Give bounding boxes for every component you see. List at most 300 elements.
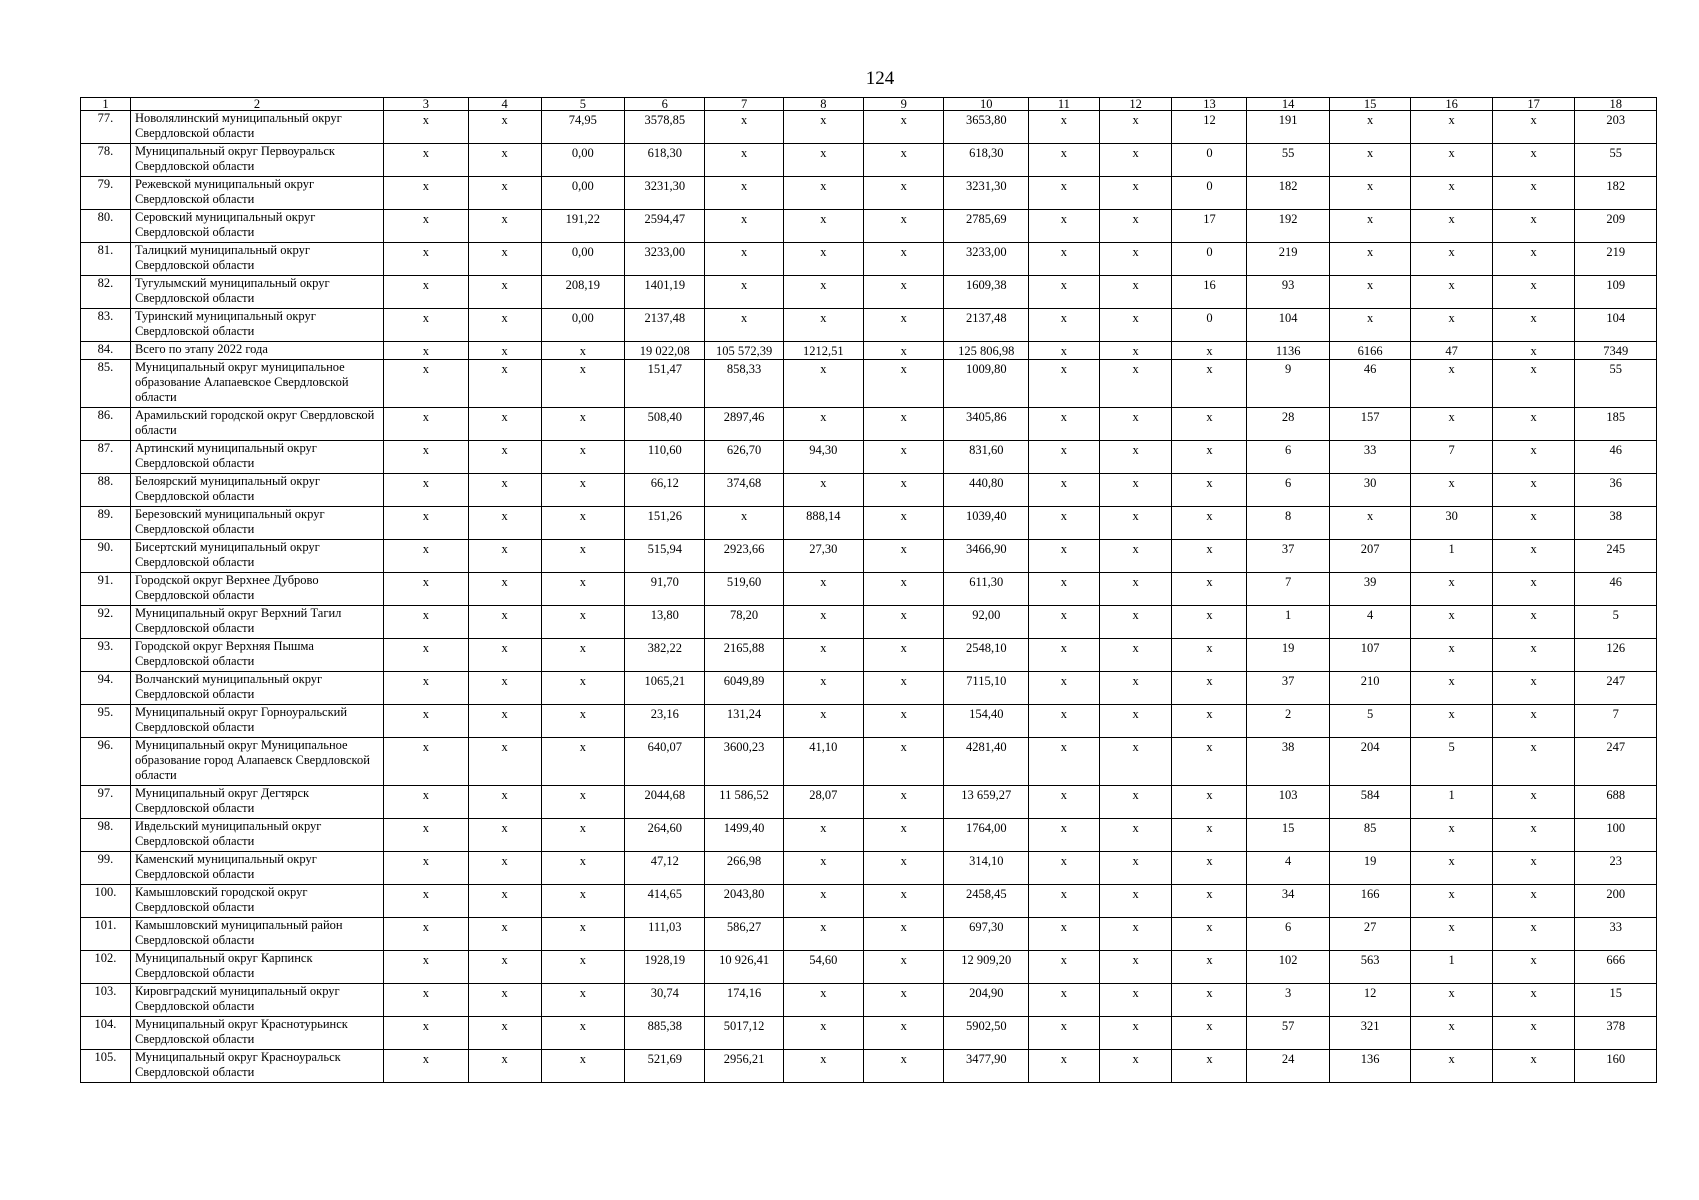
value-cell: 1212,51 [783, 342, 863, 360]
table-row [81, 984, 1657, 1017]
value-cell: x [864, 1050, 944, 1083]
value-cell: 47 [1411, 342, 1492, 360]
value-cell: 10 926,41 [705, 951, 783, 984]
value-cell: x [1029, 705, 1100, 738]
value-cell: 37 [1247, 540, 1330, 573]
value-cell: x [1411, 210, 1492, 243]
value-cell: 0 [1172, 309, 1247, 342]
value-cell: 626,70 [705, 441, 783, 474]
value-cell: x [1411, 111, 1492, 144]
value-cell: x [1411, 852, 1492, 885]
value-cell: 1764,00 [944, 819, 1029, 852]
value-cell: x [783, 672, 863, 705]
municipality-name: Муниципальный округ муниципальное образование Алапаевское Свердловской области [130, 360, 383, 408]
value-cell: x [1411, 606, 1492, 639]
value-cell: 125 806,98 [944, 342, 1029, 360]
column-number: 15 [1329, 98, 1410, 111]
value-cell: 27,30 [783, 540, 863, 573]
value-cell: x [1329, 243, 1410, 276]
value-cell: 3231,30 [944, 177, 1029, 210]
table-body [81, 98, 1657, 1083]
value-cell: x [1492, 474, 1575, 507]
municipality-name: Кировградский муниципальный округ Свердловской области [130, 984, 383, 1017]
value-cell: 1136 [1247, 342, 1330, 360]
row-number: 84. [81, 342, 131, 360]
value-cell: 618,30 [944, 144, 1029, 177]
value-cell: x [384, 639, 469, 672]
value-cell: x [468, 540, 541, 573]
value-cell: 126 [1575, 639, 1657, 672]
value-cell: x [1492, 573, 1575, 606]
value-cell: x [1029, 360, 1100, 408]
value-cell: x [1492, 210, 1575, 243]
table-row [81, 210, 1657, 243]
value-cell: x [864, 309, 944, 342]
value-cell: x [468, 852, 541, 885]
value-cell: x [468, 819, 541, 852]
value-cell: x [1029, 738, 1100, 786]
data-table [80, 97, 1657, 1083]
value-cell: x [1099, 672, 1172, 705]
municipality-name: Муниципальный округ Первоуральск Свердловской области [130, 144, 383, 177]
value-cell: x [1329, 144, 1410, 177]
column-number-row [81, 98, 1657, 111]
table-row [81, 309, 1657, 342]
value-cell: 208,19 [541, 276, 625, 309]
row-number: 100. [81, 885, 131, 918]
value-cell: 2 [1247, 705, 1330, 738]
value-cell: x [384, 1050, 469, 1083]
municipality-name: Муниципальный округ Краснотурьинск Свердловской области [130, 1017, 383, 1050]
value-cell: 640,07 [625, 738, 705, 786]
column-number: 17 [1492, 98, 1575, 111]
value-cell: 1 [1411, 540, 1492, 573]
value-cell: x [1099, 177, 1172, 210]
value-cell: 3 [1247, 984, 1330, 1017]
table-row [81, 885, 1657, 918]
value-cell: x [541, 540, 625, 573]
value-cell: 11 586,52 [705, 786, 783, 819]
column-number: 10 [944, 98, 1029, 111]
value-cell: 1039,40 [944, 507, 1029, 540]
value-cell: x [1172, 441, 1247, 474]
value-cell: 204,90 [944, 984, 1029, 1017]
value-cell: 1928,19 [625, 951, 705, 984]
value-cell: 1 [1247, 606, 1330, 639]
value-cell: x [468, 111, 541, 144]
municipality-name: Новолялинский муниципальный округ Свердловской области [130, 111, 383, 144]
value-cell: 3477,90 [944, 1050, 1029, 1083]
value-cell: 2548,10 [944, 639, 1029, 672]
column-number: 7 [705, 98, 783, 111]
value-cell: 203 [1575, 111, 1657, 144]
row-number: 98. [81, 819, 131, 852]
row-number: 92. [81, 606, 131, 639]
municipality-name: Городской округ Верхняя Пышма Свердловской области [130, 639, 383, 672]
value-cell: x [384, 540, 469, 573]
value-cell: x [541, 1017, 625, 1050]
value-cell: x [864, 144, 944, 177]
value-cell: x [1411, 1017, 1492, 1050]
value-cell: x [864, 984, 944, 1017]
value-cell: x [1099, 1017, 1172, 1050]
value-cell: 192 [1247, 210, 1330, 243]
value-cell: x [468, 507, 541, 540]
value-cell: x [541, 738, 625, 786]
value-cell: x [1172, 918, 1247, 951]
value-cell: x [468, 606, 541, 639]
value-cell: 2594,47 [625, 210, 705, 243]
municipality-name: Белоярский муниципальный округ Свердловской области [130, 474, 383, 507]
value-cell: 1609,38 [944, 276, 1029, 309]
value-cell: 5 [1575, 606, 1657, 639]
column-number: 9 [864, 98, 944, 111]
value-cell: x [1029, 474, 1100, 507]
municipality-name: Муниципальный округ Карпинск Свердловской области [130, 951, 383, 984]
value-cell: x [1329, 177, 1410, 210]
value-cell: 100 [1575, 819, 1657, 852]
value-cell: x [384, 441, 469, 474]
value-cell: x [1492, 1017, 1575, 1050]
value-cell: x [1029, 852, 1100, 885]
value-cell: 1 [1411, 951, 1492, 984]
value-cell: x [783, 276, 863, 309]
value-cell: 7349 [1575, 342, 1657, 360]
value-cell: x [1029, 243, 1100, 276]
value-cell: 55 [1575, 360, 1657, 408]
value-cell: 154,40 [944, 705, 1029, 738]
value-cell: 245 [1575, 540, 1657, 573]
row-number: 95. [81, 705, 131, 738]
value-cell: x [783, 984, 863, 1017]
value-cell: x [864, 1017, 944, 1050]
value-cell: x [864, 408, 944, 441]
value-cell: x [1492, 984, 1575, 1017]
value-cell: 55 [1247, 144, 1330, 177]
value-cell: x [384, 309, 469, 342]
row-number: 86. [81, 408, 131, 441]
value-cell: 3653,80 [944, 111, 1029, 144]
municipality-name: Режевской муниципальный округ Свердловской области [130, 177, 383, 210]
value-cell: x [468, 918, 541, 951]
value-cell: x [384, 852, 469, 885]
value-cell: x [468, 984, 541, 1017]
municipality-name: Всего по этапу 2022 года [130, 342, 383, 360]
value-cell: 7115,10 [944, 672, 1029, 705]
value-cell: 160 [1575, 1050, 1657, 1083]
value-cell: x [541, 441, 625, 474]
value-cell: x [1411, 984, 1492, 1017]
value-cell: 5 [1329, 705, 1410, 738]
value-cell: x [1411, 1050, 1492, 1083]
value-cell: x [1172, 1017, 1247, 1050]
value-cell: x [384, 738, 469, 786]
value-cell: 57 [1247, 1017, 1330, 1050]
value-cell: 27 [1329, 918, 1410, 951]
value-cell: x [468, 639, 541, 672]
row-number: 90. [81, 540, 131, 573]
value-cell: x [1029, 819, 1100, 852]
value-cell: x [384, 276, 469, 309]
value-cell: x [384, 111, 469, 144]
value-cell: x [1029, 408, 1100, 441]
value-cell: 2043,80 [705, 885, 783, 918]
value-cell: x [1099, 951, 1172, 984]
value-cell: 0,00 [541, 309, 625, 342]
value-cell: 46 [1329, 360, 1410, 408]
value-cell: 17 [1172, 210, 1247, 243]
value-cell: x [864, 786, 944, 819]
value-cell: x [468, 1017, 541, 1050]
value-cell: 1065,21 [625, 672, 705, 705]
value-cell: 521,69 [625, 1050, 705, 1083]
value-cell: 200 [1575, 885, 1657, 918]
value-cell: 5 [1411, 738, 1492, 786]
value-cell: x [384, 408, 469, 441]
value-cell: x [541, 474, 625, 507]
value-cell: x [384, 1017, 469, 1050]
row-number: 83. [81, 309, 131, 342]
value-cell: x [468, 1050, 541, 1083]
value-cell: x [1172, 885, 1247, 918]
value-cell: x [1492, 951, 1575, 984]
municipality-name: Туринский муниципальный округ Свердловской области [130, 309, 383, 342]
value-cell: x [1172, 474, 1247, 507]
value-cell: x [1029, 111, 1100, 144]
value-cell: x [1099, 276, 1172, 309]
row-number: 103. [81, 984, 131, 1017]
value-cell: x [783, 1017, 863, 1050]
table-row [81, 474, 1657, 507]
value-cell: x [468, 276, 541, 309]
table-row [81, 573, 1657, 606]
value-cell: x [1029, 573, 1100, 606]
table-row [81, 540, 1657, 573]
value-cell: x [384, 210, 469, 243]
value-cell: 6049,89 [705, 672, 783, 705]
municipality-name: Артинский муниципальный округ Свердловской области [130, 441, 383, 474]
value-cell: x [1099, 408, 1172, 441]
value-cell: 136 [1329, 1050, 1410, 1083]
column-number: 1 [81, 98, 131, 111]
value-cell: 0,00 [541, 177, 625, 210]
value-cell: x [783, 408, 863, 441]
value-cell: x [1029, 606, 1100, 639]
value-cell: 41,10 [783, 738, 863, 786]
value-cell: x [384, 342, 469, 360]
row-number: 77. [81, 111, 131, 144]
value-cell: x [384, 606, 469, 639]
value-cell: x [541, 984, 625, 1017]
value-cell: 1009,80 [944, 360, 1029, 408]
value-cell: 182 [1575, 177, 1657, 210]
value-cell: x [1411, 360, 1492, 408]
value-cell: x [864, 441, 944, 474]
table-row [81, 243, 1657, 276]
table-row [81, 408, 1657, 441]
value-cell: x [1411, 144, 1492, 177]
value-cell: 174,16 [705, 984, 783, 1017]
value-cell: 618,30 [625, 144, 705, 177]
value-cell: x [468, 786, 541, 819]
value-cell: x [783, 606, 863, 639]
value-cell: x [705, 507, 783, 540]
value-cell: 5902,50 [944, 1017, 1029, 1050]
value-cell: 33 [1329, 441, 1410, 474]
value-cell: x [468, 243, 541, 276]
value-cell: 0 [1172, 177, 1247, 210]
municipality-name: Муниципальный округ Дегтярск Свердловской области [130, 786, 383, 819]
value-cell: x [1172, 408, 1247, 441]
value-cell: x [384, 672, 469, 705]
value-cell: x [384, 705, 469, 738]
value-cell: x [864, 573, 944, 606]
value-cell: x [1411, 276, 1492, 309]
column-number: 2 [130, 98, 383, 111]
value-cell: 94,30 [783, 441, 863, 474]
value-cell: x [541, 639, 625, 672]
value-cell: x [783, 705, 863, 738]
value-cell: x [705, 177, 783, 210]
value-cell: 2956,21 [705, 1050, 783, 1083]
value-cell: x [864, 918, 944, 951]
value-cell: x [1411, 408, 1492, 441]
table-row [81, 951, 1657, 984]
value-cell: x [541, 672, 625, 705]
value-cell: x [1099, 342, 1172, 360]
value-cell: x [468, 738, 541, 786]
row-number: 81. [81, 243, 131, 276]
value-cell: x [1172, 951, 1247, 984]
value-cell: x [1172, 639, 1247, 672]
value-cell: 28 [1247, 408, 1330, 441]
value-cell: 151,47 [625, 360, 705, 408]
value-cell: x [1492, 408, 1575, 441]
table-row [81, 639, 1657, 672]
value-cell: 46 [1575, 441, 1657, 474]
value-cell: x [1492, 360, 1575, 408]
value-cell: x [541, 786, 625, 819]
value-cell: 7 [1575, 705, 1657, 738]
municipality-name: Городской округ Верхнее Дуброво Свердловской области [130, 573, 383, 606]
value-cell: x [1029, 1050, 1100, 1083]
value-cell: x [1411, 243, 1492, 276]
value-cell: 34 [1247, 885, 1330, 918]
value-cell: 2785,69 [944, 210, 1029, 243]
value-cell: 47,12 [625, 852, 705, 885]
row-number: 89. [81, 507, 131, 540]
municipality-name: Муниципальный округ Красноуральск Свердловской области [130, 1050, 383, 1083]
value-cell: 440,80 [944, 474, 1029, 507]
value-cell: 515,94 [625, 540, 705, 573]
column-number: 18 [1575, 98, 1657, 111]
value-cell: x [1492, 852, 1575, 885]
value-cell: 23,16 [625, 705, 705, 738]
value-cell: 16 [1172, 276, 1247, 309]
value-cell: x [1492, 243, 1575, 276]
row-number: 80. [81, 210, 131, 243]
value-cell: x [1029, 984, 1100, 1017]
table-row [81, 177, 1657, 210]
value-cell: 182 [1247, 177, 1330, 210]
value-cell: x [541, 360, 625, 408]
value-cell: 103 [1247, 786, 1330, 819]
value-cell: 28,07 [783, 786, 863, 819]
value-cell: x [1492, 606, 1575, 639]
value-cell: 104 [1575, 309, 1657, 342]
value-cell: x [541, 507, 625, 540]
municipality-name: Тугулымский муниципальный округ Свердловской области [130, 276, 383, 309]
value-cell: x [864, 951, 944, 984]
value-cell: 12 909,20 [944, 951, 1029, 984]
value-cell: x [1492, 738, 1575, 786]
column-number: 16 [1411, 98, 1492, 111]
value-cell: x [783, 573, 863, 606]
value-cell: 74,95 [541, 111, 625, 144]
value-cell: x [1099, 210, 1172, 243]
value-cell: 30 [1329, 474, 1410, 507]
value-cell: x [864, 360, 944, 408]
value-cell: x [1411, 705, 1492, 738]
value-cell: 0,00 [541, 144, 625, 177]
value-cell: 414,65 [625, 885, 705, 918]
value-cell: 4281,40 [944, 738, 1029, 786]
value-cell: x [1411, 819, 1492, 852]
municipality-name: Муниципальный округ Муниципальное образование город Алапаевск Свердловской области [130, 738, 383, 786]
value-cell: x [384, 243, 469, 276]
value-cell: 3233,00 [625, 243, 705, 276]
value-cell: x [705, 276, 783, 309]
value-cell: 321 [1329, 1017, 1410, 1050]
value-cell: 3405,86 [944, 408, 1029, 441]
value-cell: x [1492, 342, 1575, 360]
value-cell: x [1172, 738, 1247, 786]
value-cell: 1401,19 [625, 276, 705, 309]
table-row [81, 111, 1657, 144]
value-cell: x [1411, 309, 1492, 342]
value-cell: x [1492, 672, 1575, 705]
value-cell: x [1099, 474, 1172, 507]
value-cell: 85 [1329, 819, 1410, 852]
value-cell: 6 [1247, 918, 1330, 951]
value-cell: 563 [1329, 951, 1410, 984]
value-cell: 247 [1575, 672, 1657, 705]
value-cell: 611,30 [944, 573, 1029, 606]
value-cell: x [705, 309, 783, 342]
table-row [81, 507, 1657, 540]
value-cell: 7 [1411, 441, 1492, 474]
value-cell: 0,00 [541, 243, 625, 276]
value-cell: x [468, 672, 541, 705]
value-cell: x [1029, 144, 1100, 177]
value-cell: 109 [1575, 276, 1657, 309]
value-cell: x [541, 885, 625, 918]
value-cell: 151,26 [625, 507, 705, 540]
value-cell: x [541, 342, 625, 360]
value-cell: x [1099, 786, 1172, 819]
value-cell: x [1099, 441, 1172, 474]
value-cell: x [1172, 705, 1247, 738]
value-cell: 4 [1247, 852, 1330, 885]
value-cell: 19 [1247, 639, 1330, 672]
table-row [81, 852, 1657, 885]
value-cell: 207 [1329, 540, 1410, 573]
value-cell: 219 [1247, 243, 1330, 276]
value-cell: x [864, 507, 944, 540]
value-cell: x [468, 342, 541, 360]
column-number: 3 [384, 98, 469, 111]
row-number: 101. [81, 918, 131, 951]
